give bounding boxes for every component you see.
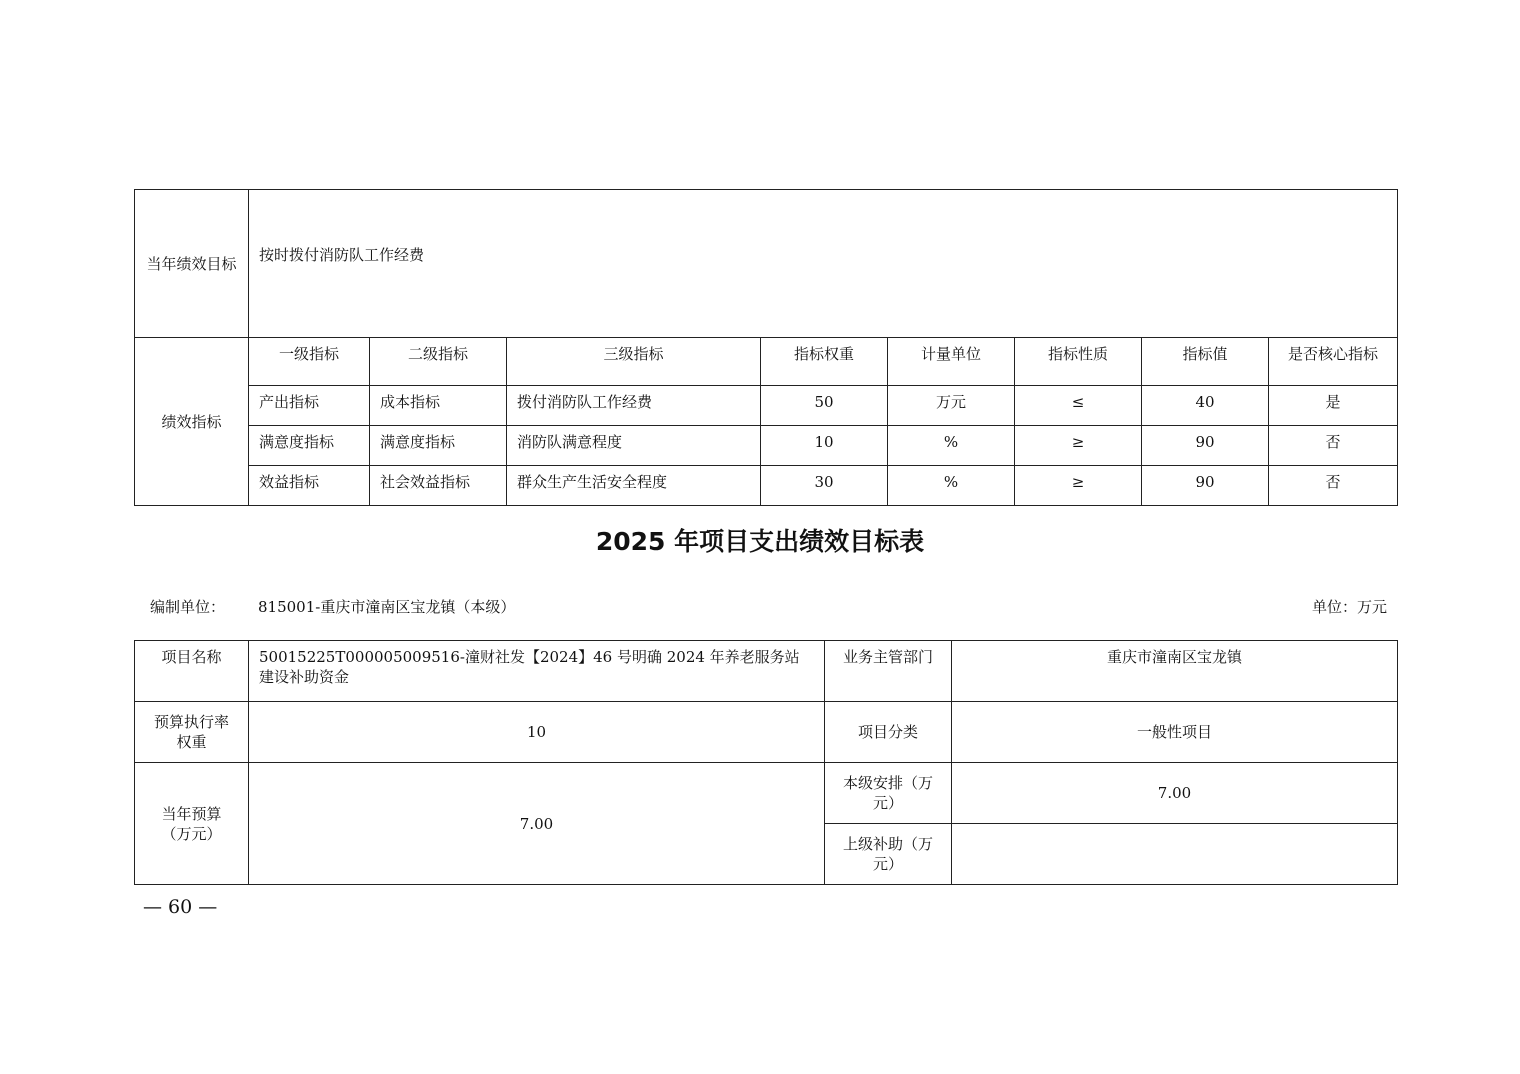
weight-cell: 50 (761, 386, 888, 426)
header-cell: 指标权重 (761, 338, 888, 386)
table-row (135, 426, 1398, 466)
level2-cell: 满意度指标 (370, 426, 507, 466)
weight-cell: 10 (761, 426, 888, 466)
category-label: 项目分类 (825, 702, 952, 763)
header-cell: 三级指标 (507, 338, 761, 386)
indicator-label-cell (135, 338, 249, 506)
header-cell: 指标性质 (1015, 338, 1142, 386)
nature-cell: ≥ (1015, 466, 1142, 506)
level1-cell: 效益指标 (249, 466, 370, 506)
indicator-label: 绩效指标 (161, 412, 222, 431)
header-cell: 指标值 (1142, 338, 1269, 386)
unit-cell: % (888, 466, 1015, 506)
budget-value: 7.00 (249, 763, 825, 885)
nature-cell: ≤ (1015, 386, 1142, 426)
upper-value (952, 824, 1398, 885)
org-label: 编制单位： (150, 598, 226, 616)
org-value: 815001-重庆市潼南区宝龙镇（本级） (258, 598, 516, 616)
value-cell: 40 (1142, 386, 1269, 426)
level1-cell: 产出指标 (249, 386, 370, 426)
header-cell: 计量单位 (888, 338, 1015, 386)
section-title: 2025 年项目支出绩效目标表 (595, 527, 925, 556)
category-value: 一般性项目 (952, 702, 1398, 763)
local-value: 7.00 (952, 763, 1398, 824)
project-info-table (134, 640, 1398, 885)
page-number: — 60 — (143, 896, 218, 918)
budget-rate-value: 10 (249, 702, 825, 763)
goal-label: 当年绩效目标 (146, 254, 237, 273)
performance-goal-table (134, 189, 1398, 506)
core-cell: 否 (1269, 426, 1398, 466)
header-cell: 一级指标 (249, 338, 370, 386)
indicator-header-row (135, 338, 1398, 386)
upper-label: 上级补助（万元） (825, 824, 952, 885)
unit-cell: % (888, 426, 1015, 466)
value-cell: 90 (1142, 466, 1269, 506)
core-cell: 是 (1269, 386, 1398, 426)
level3-cell: 拨付消防队工作经费 (507, 386, 761, 426)
budget-rate-label: 预算执行率权重 (135, 702, 249, 763)
goal-label-cell (135, 190, 249, 338)
goal-text: 按时拨付消防队工作经费 (259, 245, 425, 264)
local-label: 本级安排（万元） (825, 763, 952, 824)
level3-cell: 消防队满意程度 (507, 426, 761, 466)
dept-label: 业务主管部门 (825, 641, 952, 702)
budget-label: 当年预算（万元） (135, 763, 249, 885)
goal-text-cell (249, 190, 1398, 338)
weight-cell: 30 (761, 466, 888, 506)
dept-value: 重庆市潼南区宝龙镇 (952, 641, 1398, 702)
level1-cell: 满意度指标 (249, 426, 370, 466)
level2-cell: 成本指标 (370, 386, 507, 426)
core-cell: 否 (1269, 466, 1398, 506)
nature-cell: ≥ (1015, 426, 1142, 466)
header-cell: 是否核心指标 (1269, 338, 1398, 386)
project-name-label: 项目名称 (135, 641, 249, 702)
project-name-value: 50015225T000005009516-潼财社发【2024】46 号明确 2024 年养老服务站建设补助资金 (249, 641, 825, 702)
value-cell: 90 (1142, 426, 1269, 466)
table-row (135, 386, 1398, 426)
unit-cell: 万元 (888, 386, 1015, 426)
header-cell: 二级指标 (370, 338, 507, 386)
unit-label: 单位：万元 (1311, 598, 1387, 616)
level2-cell: 社会效益指标 (370, 466, 507, 506)
level3-cell: 群众生产生活安全程度 (507, 466, 761, 506)
table-row (135, 466, 1398, 506)
